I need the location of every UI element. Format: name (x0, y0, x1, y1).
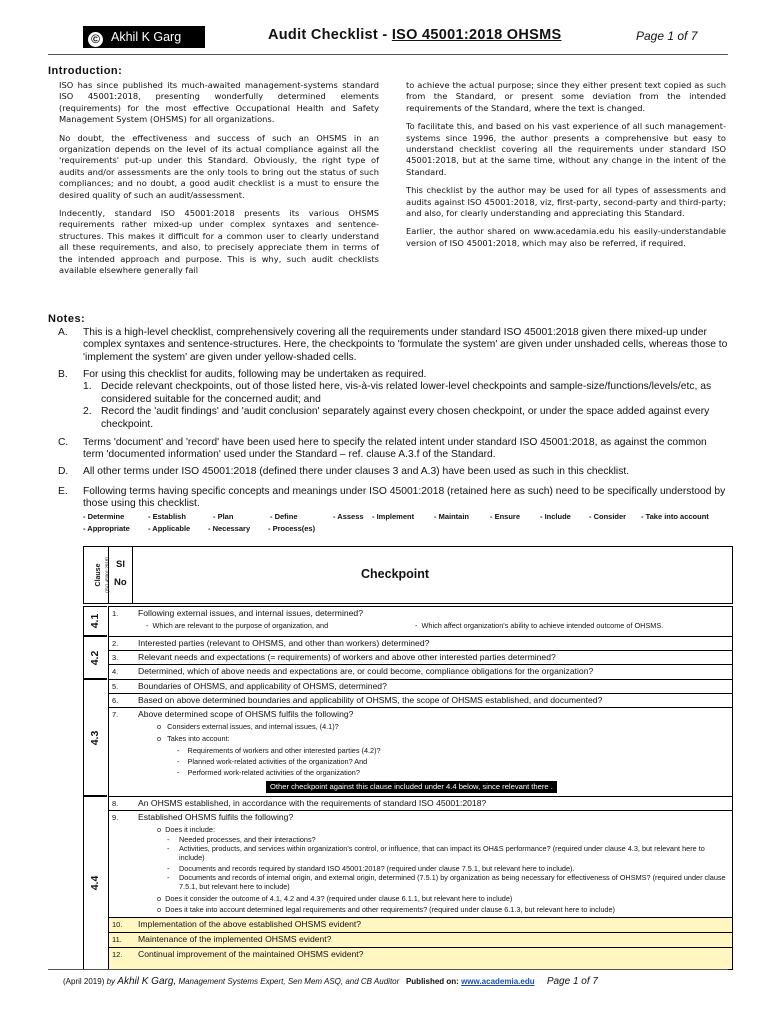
checkpoint-text: Boundaries of OHSMS, and applicability of OHSMS, determined? (138, 681, 387, 691)
sub-note-label: 1. (83, 381, 92, 393)
document-title (268, 27, 561, 43)
header-divider (48, 54, 728, 55)
row-number: 10. (112, 920, 123, 929)
cross-reference-banner: Other checkpoint against this clause included under 4.4 below, since relevant there . (266, 781, 557, 793)
term: - Ensure (490, 512, 521, 521)
term: - Establish (148, 512, 186, 521)
clause-label: 4.2 (89, 650, 101, 665)
term: - Define (270, 512, 298, 521)
checkpoint-text: An OHSMS established, in accordance with the requirements of standard ISO 45001:2018? (138, 798, 487, 808)
checkpoint-detail: - Documents and records of internal origin, and external origin, determined (7.5.1) by organization as being necessary for effectiveness of OHSMS? (required under clause 7.5.1, but relevant here to include) (167, 873, 726, 892)
detail-text: Documents and records required by standard ISO 45001:2018? (required under clause 7.5.1, but relevant here to include). (179, 864, 575, 873)
intro-paragraph: to achieve the actual purpose; since they either present text copied as such from the Standard, or present some deviation from the intended requirements of the Standard, where the text is changed. (406, 80, 726, 113)
clause-header-sub: (ISO 45001:2018) (104, 557, 110, 593)
checkpoint-detail: - Planned work-related activities of the organization? And (177, 757, 368, 766)
detail-text: Does it take into account determined legal requirements and other requirements? (required under clause 6.1.3, but relevant here to include) (165, 905, 615, 914)
detail-text: Activities, products, and services within organization's control, or influence, that can impact its OH&S performance? (required under clause 4.3, but relevant here to include) (179, 844, 705, 863)
clause-header-label: Clause (94, 563, 102, 587)
checkpoint-text: Interested parties (relevant to OHSMS, and other than workers) determined? (138, 638, 430, 648)
row-number: 6. (112, 696, 119, 705)
detail-text: Performed work-related activities of the organization? (187, 768, 360, 777)
sub-note-text: Decide relevant checkpoints, out of those listed here, vis-à-vis related lower-level checkpoints and sample-size/functions/levels/etc, as considered suitable for the concerned audit; and (101, 381, 712, 405)
detail-text: Does it include: (165, 825, 216, 834)
term: - Necessary (208, 524, 251, 533)
table-row (108, 664, 733, 679)
checkpoint-detail: o Considers external issues, and internal issues, (4.1)? (157, 722, 339, 731)
note-b-1 (83, 381, 728, 406)
no-header-label: No (114, 577, 127, 588)
term: - Implement (372, 512, 415, 521)
footer-published-label: Published on: (405, 977, 459, 986)
note-label: B. (58, 369, 68, 380)
row-number: 2. (112, 639, 119, 648)
checkpoint-text: Above determined scope of OHSMS fulfils the following? (138, 709, 354, 719)
title-standard: ISO 45001:2018 OHSMS (391, 27, 562, 43)
footer (63, 976, 598, 987)
note-label: E. (58, 486, 68, 497)
row-number: 3. (112, 653, 119, 662)
checkpoint-text: Maintenance of the implemented OHSMS evident? (138, 934, 332, 944)
table-row (108, 917, 733, 932)
term: - Process(es) (268, 524, 316, 533)
checkpoint-text: Following external issues, and internal issues, determined? (138, 608, 363, 618)
clause-header-cell (84, 547, 109, 603)
row-number: 7. (112, 710, 119, 719)
sub-note-text: Record the 'audit findings' and 'audit conclusion' separately against every chosen checkpoint, or under the space added against every checkpoint. (101, 406, 710, 430)
checkpoint-detail: - Documents and records required by standard ISO 45001:2018? (required under clause 7.5.1, but relevant here to include). (167, 864, 727, 873)
row-number: 8. (112, 799, 119, 808)
footer-link[interactable]: www.academia.edu (461, 977, 535, 986)
checkpoint-detail: o Does it consider the outcome of 4.1, 4.2 and 4.3? (required under clause 6.1.1, but relevant here to include) (157, 894, 513, 903)
row-number: 1. (112, 609, 119, 618)
table-header-row (83, 546, 733, 604)
checklist-table (83, 546, 733, 970)
note-label: A. (58, 327, 68, 338)
table-row (108, 796, 733, 810)
note-label: D. (58, 466, 69, 477)
note-text: Terms 'document' and 'record' have been used here to specify the related intent under standard ISO 45001:2018, as against the common term 'documented information' used under the Standard – ref. clause A.3.f of the Standard. (83, 437, 707, 461)
row-number: 4. (112, 667, 119, 676)
table-row (108, 810, 733, 917)
note-text: All other terms under ISO 45001:2018 (defined there under clauses 3 and A.3) have been used as such in this checklist. (83, 466, 630, 477)
detail-text: Planned work-related activities of the organization? And (187, 757, 368, 766)
checkpoint-text: Established OHSMS fulfils the following? (138, 812, 294, 822)
checkpoint-header: Checkpoint (361, 567, 430, 581)
checkpoint-detail: - Activities, products, and services within organization's control, or influence, that can impact its OH&S performance? (required under clause 4.3, but relevant here to include) (167, 844, 727, 863)
defined-terms (0, 512, 768, 538)
footer-page-number: Page 1 of 7 (546, 976, 598, 987)
detail-text: Takes into account: (167, 734, 230, 743)
checkpoint-detail: o Takes into account: (157, 734, 230, 743)
table-row (108, 932, 733, 947)
table-row (108, 693, 733, 707)
intro-paragraph: ISO has since published its much-awaited management-systems standard ISO 45001:2018, presenting wonderfully determined elements (requirements) for the most effective Occupational Health and Safety Management System (OHSMS) for all organizations. (59, 80, 379, 125)
term: - Plan (213, 512, 234, 521)
intro-right-column (406, 80, 726, 256)
notes-heading: Notes: (48, 313, 86, 325)
note-text: This is a high-level checklist, comprehensively covering all the requirements under standard ISO 45001:2018 given there mixed-up under complex syntaxes and sentence-structures. Here, the checkpoints to 'formulate the system' are given under unshaded cells, whereas those to 'implement the system' are given under yellow-shaded cells. (83, 327, 728, 363)
intro-paragraph: Earlier, the author shared on www.acedamia.edu his easily-understandable version of ISO 45001:2018, which may also be referred, if required. (406, 226, 726, 248)
checkpoint-text: Continual improvement of the maintained OHSMS evident? (138, 949, 364, 959)
footer-date: (April 2019) (63, 977, 105, 986)
table-left-border (83, 606, 84, 970)
detail-text: Considers external issues, and internal issues, (4.1)? (167, 722, 339, 731)
note-text: Following terms having specific concepts and meanings under ISO 45001:2018 (retained here as such) need to be specifically understood by those using this checklist. (83, 486, 726, 510)
clause-cell (83, 606, 107, 636)
term: - Assess (333, 512, 364, 521)
checkpoint-detail: - Performed work-related activities of the organization? (177, 768, 360, 777)
intro-paragraph: Indecently, standard ISO 45001:2018 presents its various OHSMS requirements rather mixed-up under complex syntaxes and sentence-structures. This makes it difficult for a common user to clearly understand all these requirements, and also, to precisely appreciate them in terms of the intended approach and purpose. This is why, such audit checklists available elsewhere generally fail (59, 208, 379, 276)
intro-paragraph: This checklist by the author may be used for all types of assessments and audits against ISO 45001:2018, viz, first-party, second-party and third-party; and also, for clearly understanding and appreciating this Standard. (406, 185, 726, 219)
detail-text: Needed processes, and their interactions? (179, 835, 316, 844)
note-a (58, 327, 728, 364)
checkpoint-detail: - Which affect organization's ability to achieve intended outcome of OHSMS. (415, 621, 664, 630)
detail-text: Does it consider the outcome of 4.1, 4.2 and 4.3? (required under clause 6.1.1, but relevant here to include) (165, 894, 513, 903)
checkpoint-detail: - Which are relevant to the purpose of organization, and (146, 621, 329, 630)
detail-text: Documents and records of internal origin, and external origin, determined (7.5.1) by organization as being necessary for effectiveness of OHSMS? (required under clause 7.5.1, but relevant here to include) (179, 873, 726, 892)
author-name: Akhil K Garg (111, 30, 182, 44)
term: - Applicable (148, 524, 191, 533)
note-c (58, 437, 728, 462)
footer-divider (48, 969, 728, 970)
checkpoint-detail: o Does it include: (157, 825, 216, 834)
copyright-icon: © (88, 32, 103, 47)
title-prefix: Audit Checklist - (268, 27, 392, 43)
row-number: 12. (112, 950, 123, 959)
table-row (108, 707, 733, 796)
checkpoint-text: Implementation of the above established OHSMS evident? (138, 919, 362, 929)
note-label: C. (58, 437, 69, 448)
term: - Appropriate (83, 524, 130, 533)
sl-header-cell (108, 547, 133, 603)
clause-cell (83, 679, 107, 796)
clause-label: 4.1 (89, 613, 101, 629)
intro-paragraph: To facilitate this, and based on his vast experience of all such management-systems since 1996, the author presents a comprehensive but easy to understand checklist covering all the requirements under standard ISO 45001:2018, but at the same time, without any change in the intent of the Standard. (406, 121, 726, 177)
note-b (58, 369, 728, 431)
clause-cell (83, 796, 107, 970)
note-d (58, 466, 728, 478)
author-badge (83, 26, 205, 48)
table-row (108, 636, 733, 650)
detail-text: Which are relevant to the purpose of organization, and (152, 621, 329, 630)
footer-by: by (106, 977, 116, 986)
page-number: Page 1 of 7 (636, 29, 698, 43)
intro-left-column (59, 80, 379, 284)
footer-role: Management Systems Expert, Sen Mem ASQ, and CB Auditor (178, 977, 400, 986)
table-row (108, 679, 733, 693)
table-row (108, 650, 733, 664)
clause-label: 4.3 (89, 730, 101, 745)
checkpoint-text: Determined, which of above needs and expectations are, or could become, compliance obligations for the organization? (138, 666, 594, 676)
checkpoint-detail: - Requirements of workers and other interested parties (4.2)? (177, 746, 381, 755)
clause-label: 4.4 (89, 875, 101, 891)
table-row (108, 947, 733, 970)
term: - Take into account (641, 512, 709, 521)
term: - Determine (83, 512, 125, 521)
checkpoint-text: Relevant needs and expectations (= requirements) of workers and above other interested parties determined? (138, 652, 556, 662)
checkpoint-detail: - Needed processes, and their interactions? (167, 835, 727, 844)
checkpoint-text: Based on above determined boundaries and applicability of OHSMS, the scope of OHSMS established, and documented? (138, 695, 603, 705)
footer-author: Akhil K Garg, (117, 976, 177, 987)
term: - Consider (589, 512, 627, 521)
row-number: 11. (112, 935, 122, 944)
term: - Include (540, 512, 571, 521)
sl-header-label: Sl (116, 559, 125, 570)
row-number: 9. (112, 813, 119, 822)
sub-note-label: 2. (83, 406, 92, 418)
term: - Maintain (434, 512, 469, 521)
checkpoint-detail: o Does it take into account determined legal requirements and other requirements? (required under clause 6.1.3, but relevant here to include) (157, 905, 615, 914)
clause-cell (83, 636, 107, 679)
note-b-2 (83, 406, 728, 431)
note-e (58, 486, 728, 511)
introduction-heading: Introduction: (48, 65, 123, 77)
intro-paragraph: No doubt, the effectiveness and success of such an OHSMS in an organization depends on the level of its actual compliance against all the 'requirements' put-up under this Standard. Obviously, the right type of audits and/or assessments are the only tools to bring out the status of such compliances; and no doubt, a good audit checklist is a must to ensure the desired quality of such an audit/assessment. (59, 132, 379, 200)
note-text: For using this checklist for audits, following may be undertaken as required. (83, 369, 427, 380)
detail-text: Requirements of workers and other interested parties (4.2)? (187, 746, 381, 755)
row-number: 5. (112, 682, 119, 691)
table-row (108, 606, 733, 636)
detail-text: Which affect organization's ability to achieve intended outcome of OHSMS. (421, 621, 664, 630)
